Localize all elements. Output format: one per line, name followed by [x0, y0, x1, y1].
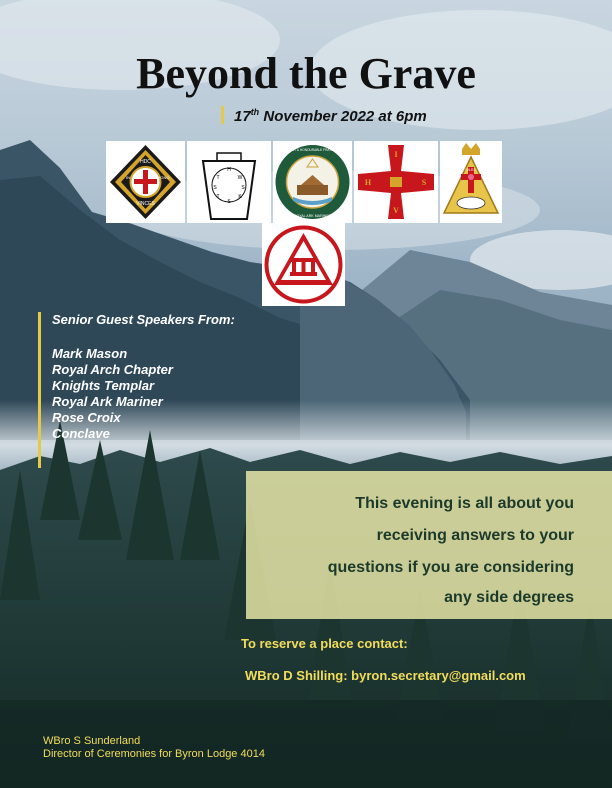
- svg-text:ANCIENT & HONOURABLE FRATERNIT: ANCIENT & HONOURABLE FRATERNITY: [282, 148, 343, 152]
- svg-text:IN: IN: [126, 175, 130, 180]
- footer-name: WBro S Sunderland: [43, 735, 141, 747]
- flyer-title: Beyond the Grave: [136, 49, 476, 98]
- contact-details[interactable]: WBro D Shilling: byron.secretary@gmail.com: [245, 668, 526, 683]
- rose-croix-emblem: [440, 141, 502, 223]
- svg-text:I.N.R.I.: I.N.R.I.: [465, 168, 477, 172]
- svg-text:S: S: [421, 178, 427, 187]
- svg-text:VINCES: VINCES: [136, 201, 155, 207]
- speaker-item: Rose Croix: [52, 410, 121, 425]
- triple-tau-emblem-icon: [262, 223, 345, 306]
- svg-text:S: S: [213, 185, 217, 191]
- svg-text:S: S: [227, 199, 231, 205]
- triple-tau-emblem: [262, 223, 345, 306]
- callout-line: receiving answers to your: [376, 527, 574, 544]
- speaker-item: Knights Templar: [52, 378, 155, 393]
- mark-mason-emblem: [106, 141, 185, 223]
- svg-text:H: H: [227, 167, 231, 173]
- footer-role: Director of Ceremonies for Byron Lodge 4014: [43, 748, 265, 760]
- speaker-item: Mark Mason: [52, 346, 128, 361]
- callout-line: questions if you are considering: [327, 559, 574, 576]
- svg-text:S: S: [241, 185, 245, 191]
- svg-text:ROYAL ARK MARINER: ROYAL ARK MARINER: [293, 214, 332, 218]
- svg-text:H: H: [364, 178, 372, 187]
- date-accent-bar: [221, 106, 224, 124]
- callout-line: any side degrees: [444, 589, 574, 606]
- event-date: 17th November 2022 at 6pm: [234, 107, 427, 125]
- mark-mason-emblem-icon: [106, 141, 185, 223]
- callout-line: This evening is all about you: [355, 495, 574, 512]
- speakers-list: [52, 312, 235, 442]
- svg-text:K: K: [238, 194, 242, 200]
- speakers-accent-bar: [38, 312, 41, 468]
- contact-prompt: To reserve a place contact:: [241, 636, 408, 651]
- svg-text:I: I: [394, 150, 398, 159]
- rose-croix-pelican-icon: [440, 141, 502, 223]
- svg-text:HDC: HDC: [140, 159, 151, 165]
- speaker-item: Conclave: [52, 426, 110, 441]
- royal-ark-mariner-emblem: [273, 141, 352, 223]
- svg-text:SIGNO: SIGNO: [156, 175, 170, 180]
- svg-text:W: W: [237, 175, 243, 181]
- knights-templar-cross-icon: [354, 141, 438, 223]
- svg-text:V: V: [393, 206, 399, 215]
- royal-arch-keystone-icon: [187, 141, 271, 223]
- footer: [43, 735, 265, 761]
- speaker-item: Royal Ark Mariner: [52, 394, 163, 409]
- knights-templar-cross-emblem: [354, 141, 438, 223]
- speaker-item: Royal Arch Chapter: [52, 362, 173, 377]
- speakers-heading: Senior Guest Speakers From:: [52, 312, 235, 327]
- svg-text:T: T: [216, 194, 220, 200]
- royal-ark-mariner-emblem-icon: [273, 141, 352, 223]
- callout-box: [246, 471, 612, 619]
- royal-arch-keystone-emblem: [187, 141, 271, 223]
- svg-text:T: T: [216, 175, 220, 181]
